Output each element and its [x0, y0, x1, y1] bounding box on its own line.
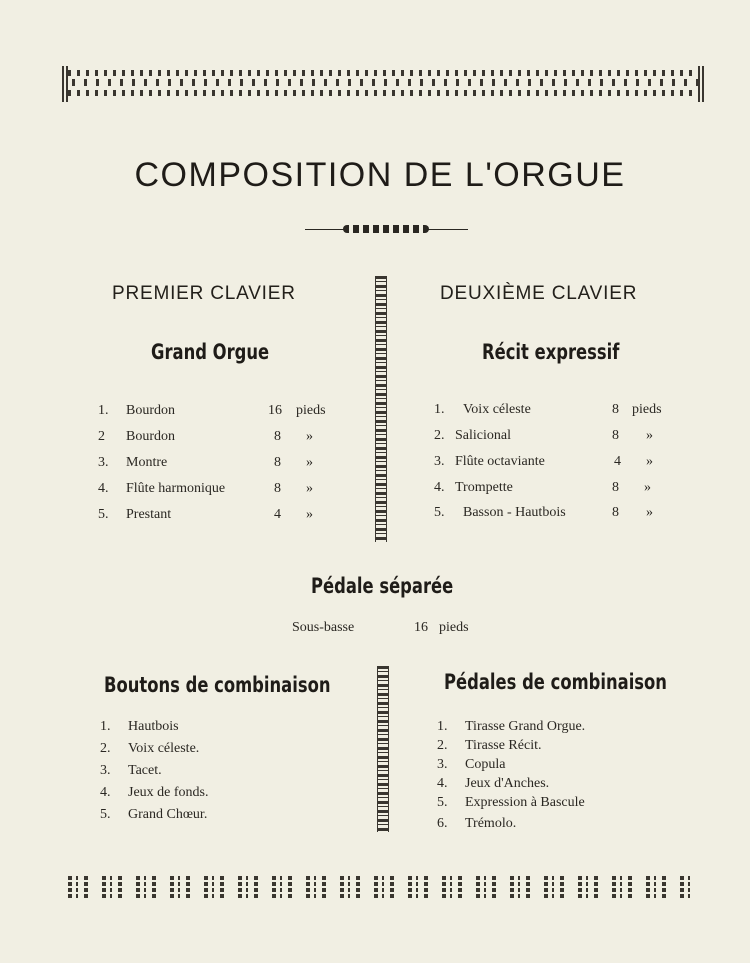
- item-number: 2.: [100, 741, 111, 756]
- lower-column-divider: [377, 666, 389, 832]
- upper-column-divider: [375, 276, 387, 542]
- item-number: 5.: [437, 795, 448, 810]
- item-number: 1.: [100, 719, 111, 734]
- stop-unit: »: [306, 481, 313, 496]
- stop-number: 5.: [434, 505, 445, 520]
- stop-number: 3.: [98, 455, 109, 470]
- item-number: 4.: [100, 785, 111, 800]
- stop-unit: »: [306, 507, 313, 522]
- stop-unit: pieds: [632, 402, 662, 417]
- stop-number: 3.: [434, 454, 445, 469]
- item-number: 4.: [437, 776, 448, 791]
- item-text: Expression à Bascule: [465, 795, 585, 810]
- stop-name: Basson - Hautbois: [463, 505, 566, 520]
- stop-name: Flûte octaviante: [455, 454, 545, 469]
- item-text: Grand Chœur.: [128, 807, 208, 822]
- item-text: Voix céleste.: [128, 741, 200, 756]
- stop-size: 4: [614, 454, 621, 469]
- pedales-combinaison-heading: Pédales de combinaison: [444, 670, 667, 694]
- stop-unit: »: [646, 505, 653, 520]
- stop-size: 4: [274, 507, 281, 522]
- item-number: 2.: [437, 738, 448, 753]
- boutons-combinaison-heading: Boutons de combinaison: [104, 673, 331, 697]
- item-number: 1.: [437, 719, 448, 734]
- item-text: Trémolo.: [465, 816, 517, 831]
- item-text: Tirasse Récit.: [465, 738, 542, 753]
- item-text: Tirasse Grand Orgue.: [465, 719, 586, 734]
- stop-unit: »: [306, 455, 313, 470]
- stop-name: Prestant: [126, 507, 172, 522]
- stop-size: 8: [274, 455, 281, 470]
- stop-unit: pieds: [439, 620, 469, 635]
- deuxieme-clavier-title: DEUXIÈME CLAVIER: [440, 283, 638, 304]
- premier-clavier-title: PREMIER CLAVIER: [112, 283, 296, 304]
- bottom-ornamental-border: [68, 876, 696, 898]
- page-title: COMPOSITION DE L'ORGUE: [134, 156, 626, 194]
- stop-name: Trompette: [455, 480, 513, 495]
- stop-size: 8: [612, 402, 619, 417]
- stop-size: 8: [612, 505, 619, 520]
- item-number: 3.: [437, 757, 448, 772]
- item-number: 6.: [437, 816, 448, 831]
- item-text: Hautbois: [128, 719, 179, 734]
- stop-name: Montre: [126, 455, 168, 470]
- stop-size: 8: [612, 480, 619, 495]
- stop-size: 8: [274, 481, 281, 496]
- stop-size: 16: [414, 620, 428, 635]
- item-text: Tacet.: [128, 763, 162, 778]
- top-ornamental-border: [62, 66, 704, 102]
- item-text: Jeux d'Anches.: [465, 776, 550, 791]
- stop-name: Bourdon: [126, 429, 175, 444]
- stop-unit: pieds: [296, 403, 326, 418]
- stop-number: 4.: [434, 480, 445, 495]
- stop-number: 2: [98, 429, 105, 444]
- stop-unit: »: [644, 480, 651, 495]
- stop-name: Voix céleste: [463, 402, 531, 417]
- stop-unit: »: [646, 454, 653, 469]
- stop-number: 5.: [98, 507, 109, 522]
- stop-size: 8: [612, 428, 619, 443]
- item-text: Jeux de fonds.: [128, 785, 209, 800]
- item-number: 5.: [100, 807, 111, 822]
- stop-size: 8: [274, 429, 281, 444]
- stop-size: 16: [268, 403, 282, 418]
- grand-orgue-heading: Grand Orgue: [151, 340, 270, 364]
- stop-name: Sous-basse: [292, 620, 355, 635]
- pedale-separee-heading: Pédale séparée: [311, 574, 454, 598]
- stop-number: 2.: [434, 428, 445, 443]
- stop-number: 1.: [98, 403, 109, 418]
- stop-unit: »: [306, 429, 313, 444]
- title-flourish: [305, 225, 468, 235]
- stop-name: Bourdon: [126, 403, 175, 418]
- stop-unit: »: [646, 428, 653, 443]
- item-number: 3.: [100, 763, 111, 778]
- recit-expressif-heading: Récit expressif: [482, 340, 620, 364]
- stop-number: 4.: [98, 481, 109, 496]
- stop-number: 1.: [434, 402, 445, 417]
- stop-name: Flûte harmonique: [126, 481, 226, 496]
- item-text: Copula: [465, 757, 506, 772]
- stop-name: Salicional: [455, 428, 511, 443]
